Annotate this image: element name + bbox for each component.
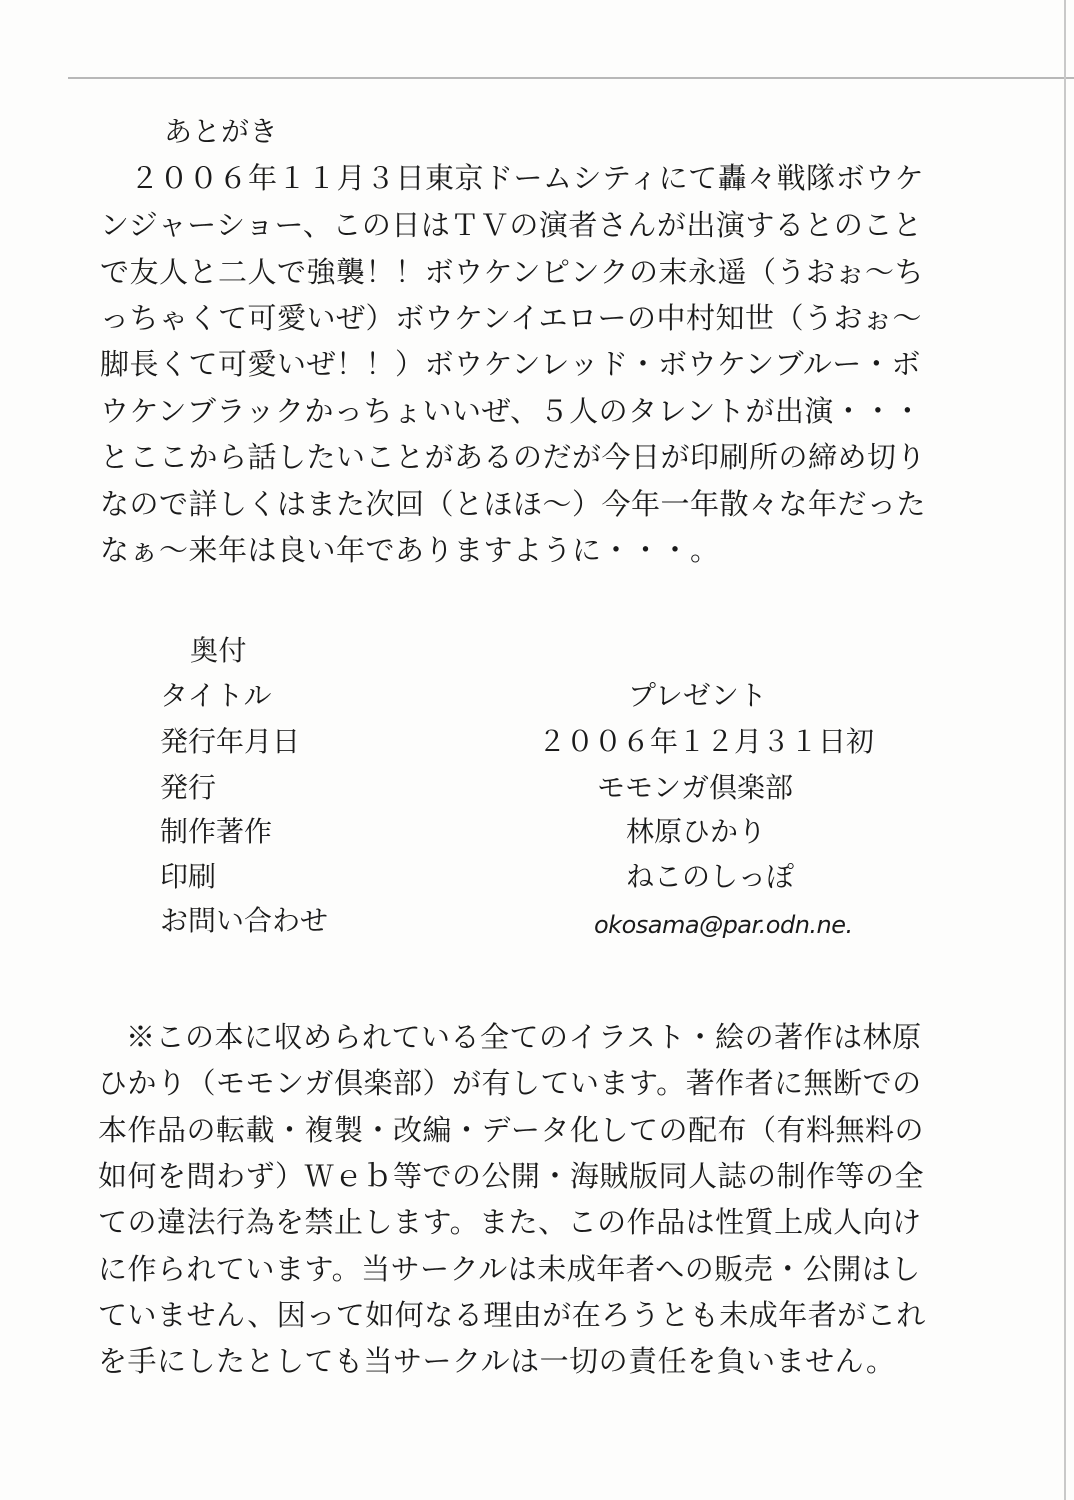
afterword-line: なぁ〜来年は良い年でありますように・・・。 (100, 533, 720, 567)
colophon-value-email: okosama@par.odn.ne. (594, 911, 853, 939)
notice-line: に作られています。当サークルは未成年者への販売・公開はし (98, 1252, 921, 1286)
colophon-value-author: 林原ひかり (626, 815, 767, 848)
afterword-line: 脚長くて可愛いぜ！！）ボウケンレッド・ボウケンブルー・ボ (100, 347, 921, 381)
colophon-label-title: タイトル (160, 679, 272, 712)
colophon-value-publisher: モモンガ倶楽部 (597, 771, 794, 804)
notice-line: ※この本に収められている全てのイラスト・絵の著作は林原 (126, 1020, 922, 1054)
colophon-value-printer: ねこのしっぽ (626, 860, 795, 893)
colophon-heading: 奥付 (190, 634, 248, 667)
afterword-line: ウケンブラックかっちょいいぜ、５人のタレントが出演・・・ (100, 394, 923, 428)
afterword-line: なので詳しくはまた次回（とほほ〜）今年一年散々な年だった (100, 487, 927, 521)
colophon-label-publisher: 発行 (160, 771, 217, 804)
afterword-line: ２００６年１１月３日東京ドームシティにて轟々戦隊ボウケ (130, 161, 925, 195)
afterword-line: ンジャーショー、この日はＴＶの演者さんが出演するとのこと (100, 208, 923, 242)
afterword-line: っちゃくて可愛いぜ）ボウケンイエローの中村知世（うおぉ〜 (100, 301, 922, 335)
notice-line: ての違法行為を禁止します。また、この作品は性質上成人向け (98, 1205, 922, 1239)
afterword-line: で友人と二人で強襲！！ボウケンピンクの末永遥（うおぉ〜ち (100, 255, 924, 289)
afterword-heading: あとがき (164, 115, 279, 148)
colophon-value-title: プレゼント (628, 679, 767, 712)
colophon-label-date: 発行年月日 (160, 725, 301, 758)
colophon-label-printer: 印刷 (160, 860, 217, 893)
notice-line: を手にしたとしても当サークルは一切の責任を負いません。 (98, 1344, 896, 1378)
top-rule (68, 77, 1074, 79)
colophon-value-date: ２００６年１２月３１日初 (538, 725, 875, 758)
notice-line: 如何を問わず）Ｗｅｂ等での公開・海賊版同人誌の制作等の全 (98, 1159, 925, 1193)
page-edge-rule (1064, 0, 1066, 1500)
notice-line: ていません、因って如何なる理由が在ろうとも未成年者がこれ (98, 1298, 926, 1332)
colophon-label-contact: お問い合わせ (160, 904, 329, 937)
afterword-line: とここから話したいことがあるのだが今日が印刷所の締め切り (100, 440, 927, 474)
notice-line: 本作品の転載・複製・改編・データ化しての配布（有料無料の (98, 1113, 925, 1147)
colophon-label-author: 制作著作 (160, 815, 273, 848)
notice-line: ひかり（モモンガ倶楽部）が有しています。著作者に無断での (98, 1066, 922, 1100)
